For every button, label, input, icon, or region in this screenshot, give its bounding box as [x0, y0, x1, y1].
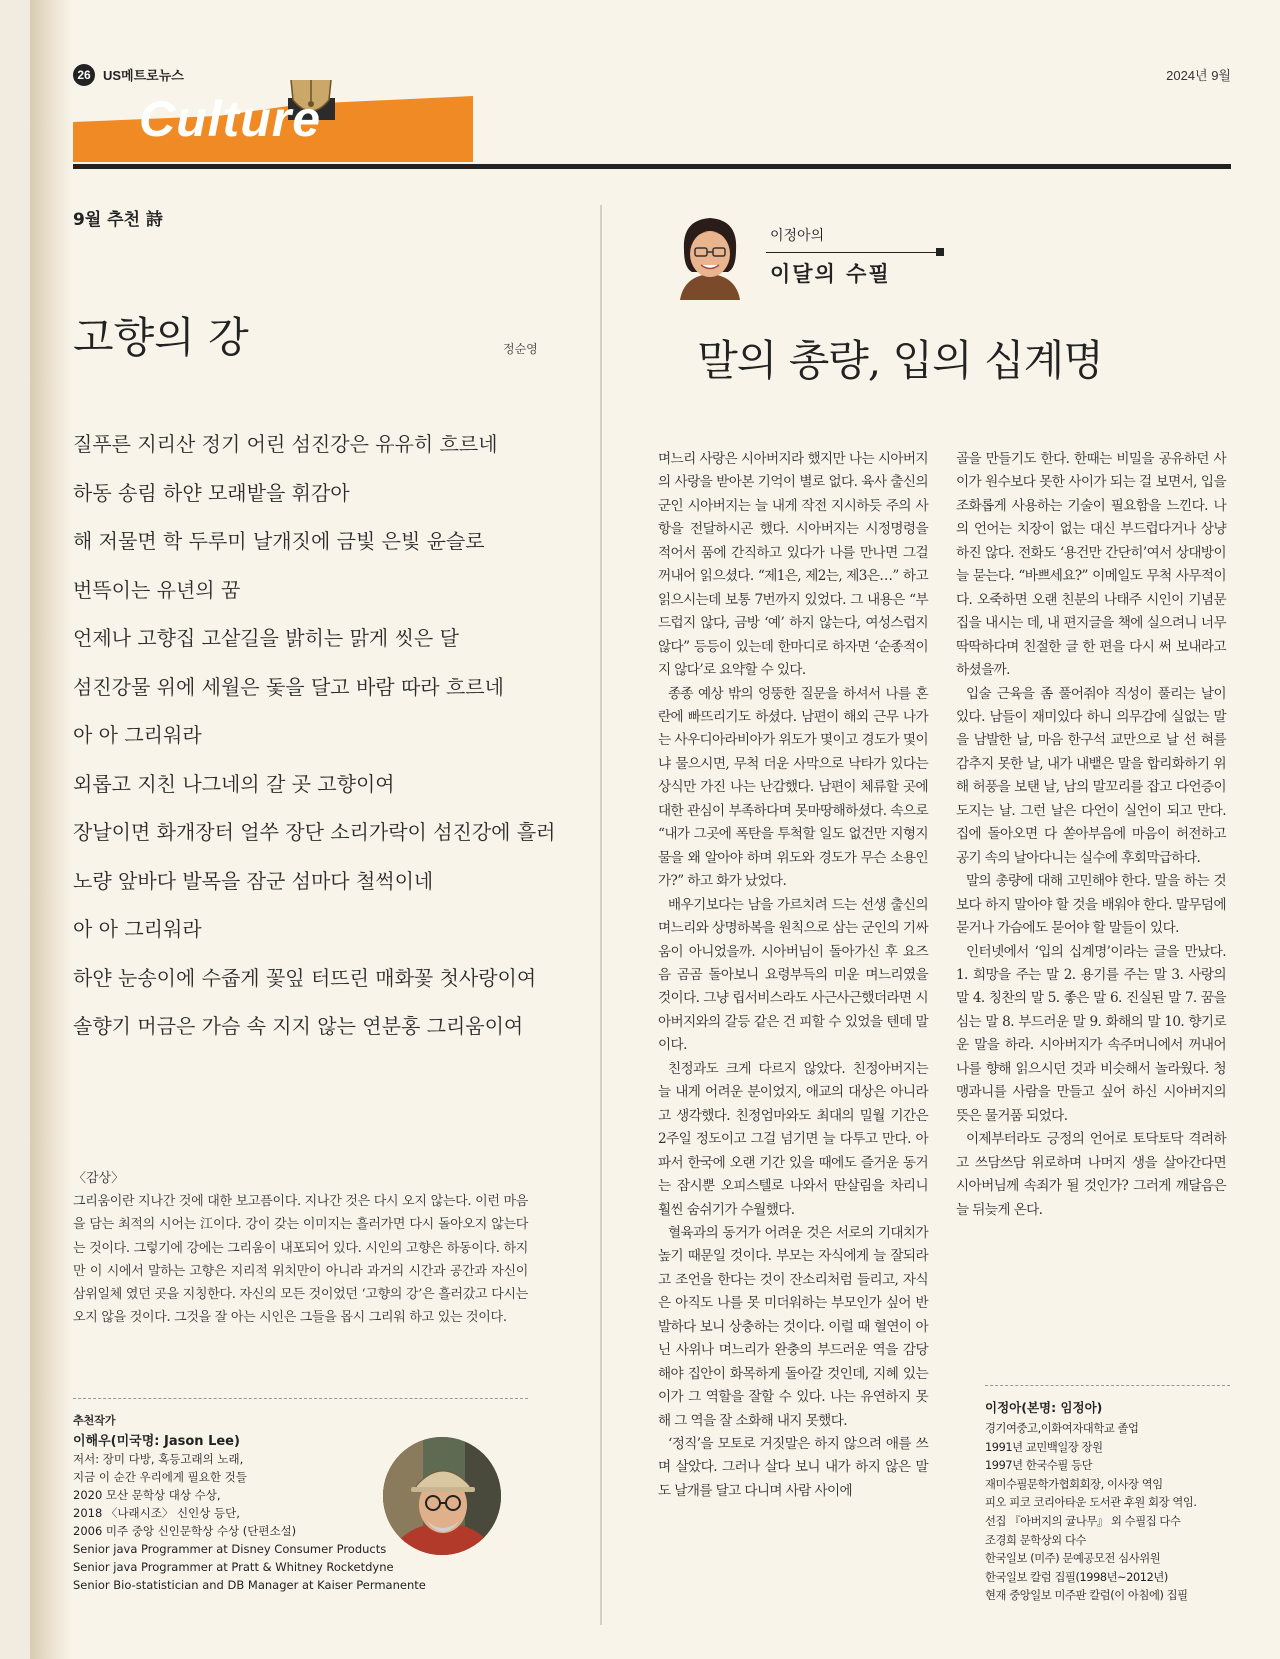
poem-line: 하얀 눈송이에 수줍게 꽃잎 터뜨린 매화꽃 첫사랑이여: [73, 965, 537, 990]
bio-line: 2020 모산 문학상 대상 수상,: [73, 1488, 221, 1502]
poem-line: 장날이면 화개장터 얼쑤 장단 소리가락이 섬진강에 흘러: [73, 820, 556, 844]
poem-line: 하동 송림 하얀 모래밭을 휘감아: [73, 480, 350, 505]
poem-line: 노량 앞바다 발목을 잠군 섬마다 철썩이네: [73, 868, 434, 893]
essay-paragraph: 혈육과의 동거가 어려운 것은 서로의 기대치가 높기 때문일 것이다. 부모는 자식에게 늘 잘되라고 조언을 한다는 것이 잔소리처럼 들리고, 자식은 아직도 나를 못 미더워하는 부모인가 싶어 반발하다 보니 상충하는 것이다. 이럴 때 혈연이 아닌 사위나 며느리가 완충의 부드러운 역을 감당해야 집안이 화목하게 돌아갈 것인데, 지혜 있는 이가 그 역할을 잘할 수 있다. 나는 유연하지 못해 그 역을 잘 소화해 내지 못했다.: [658, 1224, 928, 1429]
essay-paragraph: 입술 근육을 좀 풀어줘야 직성이 풀리는 날이 있다. 남들이 재미있다 하니 의무감에 실없는 말을 남발한 날, 마음 한구석 교만으로 날 선 혀를 감추지 못한 날, 내가 내뱉은 말을 합리화하기 위해 허풍을 보탠 날, 남의 말꼬리를 잡고 다언증이 도지는 날. 그런 날은 다언이 실언이 되고 만다. 집에 돌아오면 다 쏟아부음에 마음이 허전하고 공기 속의 날아다니는 실수에 후회막급하다.: [956, 685, 1226, 866]
issue-date: 2024년 9월: [1166, 68, 1231, 83]
poem-section-heading: 9월 추천 詩: [73, 210, 163, 230]
poem-review: 그리움이란 지나간 것에 대한 보고픔이다. 지나간 것은 다시 오지 않는다. 이런 마음을 담는 최적의 시어는 江이다. 강이 갖는 이미지는 흘러가면 다시 돌아오지 않는다는 것이다. 그렇기에 강에는 그리움이 내포되어 있다. 시인의 고향은 하동이다. 하지만 이 시에서 말하는 고향은 지리적 위치만이 아니라 과거의 시간과 공간과 자신이 삼위일체 였던 곳을 지칭한다. 자신의 모든 것이었던 ‘고향의 강’은 흘러갔고 다시는 오지 않을 것이다. 그것을 잘 아는 시인은 그들을 몹시 그리워 하고 있는 것이다.: [73, 1194, 528, 1326]
poem-line: 언제나 고향집 고샅길을 밝히는 맑게 씻은 달: [73, 626, 459, 650]
paper-name: US메트로뉴스: [103, 68, 184, 83]
page-binding-shadow: [30, 0, 72, 1659]
dashed-divider: [985, 1385, 1230, 1386]
bio-line: 조경희 문학상외 다수: [985, 1533, 1086, 1547]
essay-column-name: 이달의 수필: [770, 261, 891, 286]
essay-author-portrait: [670, 210, 750, 300]
bio-line: 선집 『아버지의 귤나무』 외 수필집 다수: [985, 1514, 1181, 1528]
essay-author-bio: [985, 1420, 1230, 1606]
poem-section: [73, 205, 556, 1592]
bio-line: 1991년 교민백일장 장원: [985, 1440, 1103, 1454]
bio-line: Senior java Programmer at Disney Consumer Products: [73, 1542, 387, 1556]
poem-line: 섬진강물 위에 세월은 돛을 달고 바람 따라 흐르네: [73, 674, 504, 699]
bio-line: Senior Bio-statistician and DB Manager at Kaiser Permanente: [73, 1578, 426, 1592]
essay-paragraph: 인터넷에서 ‘입의 십계명’이라는 글을 만났다. 1. 희망을 주는 말 2. 용기를 주는 말 3. 사랑의 말 4. 칭찬의 말 5. 좋은 말 6. 진실된 말 7. 꿈을 심는 말 8. 부드러운 말 9. 화해의 말 10. 향기로운 말을 하라. 시아버지가 속주머니에서 꺼내어 나를 향해 읽으시던 것과 비슷해서 놀라웠다. 청맹과니를 사람을 만들고 싶어 하신 시아버지의 뜻은 물거품 되었다.: [956, 943, 1226, 1124]
bio-line: 현재 중앙일보 미주판 칼럼(이 아침에) 집필: [985, 1589, 1188, 1603]
essay-kicker: 이정아의: [770, 228, 825, 244]
essay-header-dot: [936, 248, 944, 256]
bio-line: Senior java Programmer at Pratt & Whitney Rocketdyne: [73, 1560, 394, 1574]
essay-body: [658, 448, 1226, 1503]
bio-line: 2018 〈나래시조〉 신인상 등단,: [73, 1506, 240, 1520]
bio-line: 저서: 장미 다방, 혹등고래의 노래,: [73, 1452, 244, 1466]
recommender-label: 추천작가: [73, 1414, 116, 1427]
bio-line: 한국일보 (미주) 문예공모전 심사위원: [985, 1552, 1161, 1566]
bio-line: 경기여중고,이화여자대학교 졸업: [985, 1422, 1139, 1435]
recommender-name: 이해우(미국명: Jason Lee): [73, 1434, 240, 1449]
poem-line: 해 저물면 학 두루미 날개짓에 금빛 은빛 윤슬로: [73, 529, 485, 553]
essay-header-rule: [766, 252, 936, 253]
essay-title: 말의 총량, 입의 십계명: [697, 336, 1103, 385]
essay-column-2: [956, 448, 1226, 1503]
essay-paragraph: 며느리 사랑은 시아버지라 했지만 나는 시아버지의 사랑을 받아본 기억이 별로 없다. 육사 출신의 군인 시아버지는 늘 내게 작전 지시하듯 주의 사항을 전달하시곤 했다. 시아버지는 시정명령을 적어서 품에 간직하고 있다가 나를 만나면 그걸 꺼내어 읽으셨다. “제1은, 제2는, 제3은…” 하고 읽으시는데 보통 7번까지 있었다. 그 내용은 “부드럽지 않다, 금방 ‘예’ 하지 않는다, 여성스럽지 않다” 등등이 있는데 한마디로 하자면 ‘순종적이지 않다’로 요약할 수 있다.: [658, 451, 928, 679]
essay-paragraph: 친정과도 크게 다르지 않았다. 친정아버지는 늘 내게 어려운 분이었지, 애교의 대상은 아니라고 생각했다. 친정엄마와도 최대의 밀월 기간은 2주일 정도이고 그걸 넘기면 늘 다투고 만다. 아파서 한국에 오랜 기간 있을 때에도 즐거운 동거는 잠시뿐 오피스텔로 나와서 딴살림을 차리니 훨씬 숨쉬기가 수월했다.: [658, 1060, 928, 1218]
bio-line: 1997년 한국수필 등단: [985, 1459, 1093, 1473]
poem-line: 솔향기 머금은 가슴 속 지지 않는 연분홍 그리움이여: [73, 1014, 524, 1038]
essay-paragraph: 골을 만들기도 한다. 한때는 비밀을 공유하던 사이가 원수보다 못한 사이가 되는 걸 보면서, 입을 조화롭게 사용하는 기술이 필요함을 느낀다. 나의 언어는 치장이 없는 대신 부드럽다거나 상냥하진 않다. 전화도 ‘용건만 간단히’여서 상대방이 늘 묻는다. “바쁘세요?” 이메일도 무척 사무적이다. 오죽하면 오랜 친분의 나태주 시인이 기념문집을 내시는 데, 내 편지글을 책에 실으려니 너무 딱딱하다며 친절한 글 한 편을 다시 써 보내라고 하셨을까.: [956, 451, 1226, 679]
bio-line: 한국일보 칼럼 집필(1998년~2012년): [985, 1570, 1168, 1584]
essay-paragraph: 종종 예상 밖의 엉뚱한 질문을 하셔서 나를 혼란에 빠뜨리기도 하셨다. 남편이 해외 근무 나가는 사우디아라비아가 위도가 몇이고 경도가 몇이냐 물으시면, 무척 더운 사막으로 낙타가 있다는 상식만 가진 나는 난감했다. 남편이 체류할 곳에 대한 관심이 부족하다며 못마땅해하셨다. 속으로 “내가 그곳에 폭탄을 투척할 일도 없건만 지형지물을 왜 알아야 하며 위도와 경도가 무슨 소용인가?” 하고 화가 났었다.: [658, 685, 928, 890]
bio-line: 재미수필문학가협회회장, 이사장 역임: [985, 1477, 1163, 1491]
essay-column-header: [670, 210, 970, 300]
poem-line: 아 아 그리워라: [73, 723, 202, 747]
page-number: 26: [73, 64, 95, 86]
bio-line: 피오 피코 코리아타운 도서관 후원 회장 역임.: [985, 1496, 1197, 1510]
header-rule: [73, 164, 1231, 169]
section-title: Culture: [139, 91, 321, 147]
essay-paragraph: 배우기보다는 남을 가르치려 드는 선생 출신의 며느리와 상명하복을 원칙으로 삼는 군인의 기싸움이 아니었을까. 시아버님이 돌아가신 후 요즈음 곰곰 돌아보니 요령부득의 미운 며느리였을 것이다. 그냥 립서비스라도 사근사근했더라면 시아버지와의 갈등 같은 건 피할 수 있었을 텐데 말이다.: [658, 896, 928, 1054]
column-divider: [600, 205, 602, 1625]
poem-author: 정순영: [503, 342, 538, 356]
recommender-portrait: [383, 1437, 501, 1555]
page-header: [73, 60, 1231, 170]
bio-line: 지금 이 순간 우리에게 필요한 것들: [73, 1470, 247, 1484]
poem-line: 질푸른 지리산 정기 어린 섬진강은 유유히 흐르네: [73, 432, 498, 456]
essay-author-name: 이정아(본명: 임정아): [985, 1400, 1103, 1415]
essay-paragraph: 말의 총량에 대해 고민해야 한다. 말을 하는 것보다 하지 말아야 할 것을 배워야 한다. 말무덤에 묻거나 가슴에도 묻어야 할 말들이 있다.: [956, 873, 1226, 937]
poem-line: 번뜩이는 유년의 꿈: [73, 577, 241, 602]
dashed-divider: [73, 1398, 528, 1399]
poem-line: 아 아 그리워라: [73, 917, 202, 941]
poem-line: 외롭고 지친 나그네의 갈 곳 고향이여: [73, 771, 395, 796]
essay-paragraph: 이제부터라도 긍정의 언어로 토닥토닥 격려하고 쓰담쓰담 위로하며 나머지 생을 살아간다면 시아버님께 속죄가 될 것인가? 그러게 깨달음은 늘 뒤늦게 온다.: [956, 1131, 1226, 1218]
bio-line: 2006 미주 중앙 신인문학상 수상 (단편소설): [73, 1524, 297, 1538]
poem-body: [73, 430, 556, 1061]
essay-column-1: [658, 448, 928, 1503]
essay-paragraph: ‘정직’을 모토로 거짓말은 하지 않으려 애를 쓰며 살았다. 그러나 살다 보니 내가 하지 않은 말도 날개를 달고 다니며 사람 사이에: [658, 1436, 928, 1499]
poem-title: 고향의 강: [73, 313, 249, 362]
review-label: 〈감상〉: [73, 1171, 125, 1186]
